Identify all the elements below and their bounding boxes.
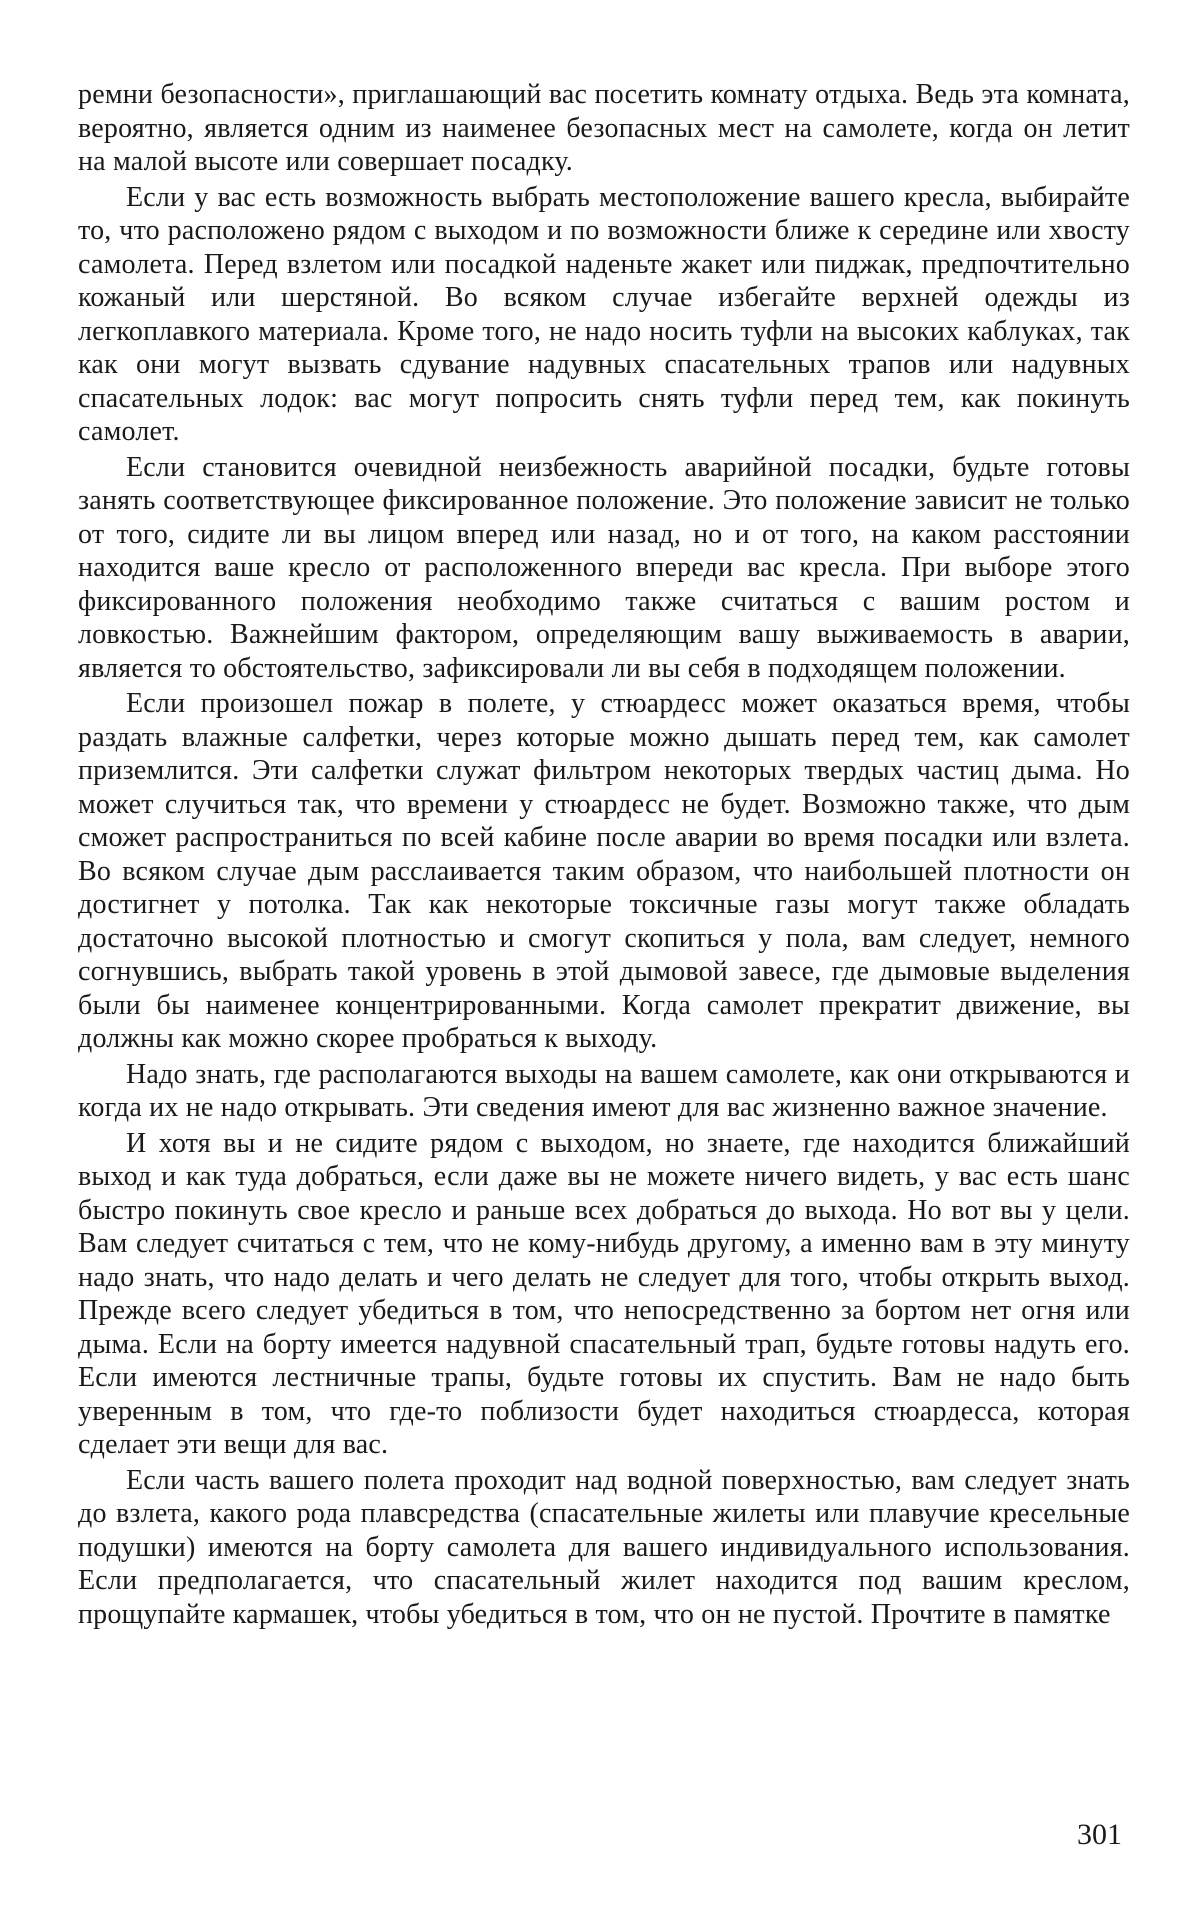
body-text [78, 78, 1130, 1631]
paragraph-water-flight: Если часть вашего полета проходит над водной поверхностью, вам следует знать до взлета, какого рода плавсредства (спасательные жилеты или плавучие кресельные подушки) имеются на борту самолета для вашего индивидуального использования. Если предполагается, что спасательный жилет находится под вашим креслом, прощупайте кармашек, чтобы убедиться в том, что он не пустой. Прочтите в памятке [78, 1464, 1130, 1630]
paragraph-exits: Надо знать, где располагаются выходы на вашем самолете, как они открываются и когда их не надо открывать. Эти сведения имеют для вас жизненно важное значение. [78, 1058, 1130, 1123]
paragraph-reaching-exit: И хотя вы и не сидите рядом с выходом, но знаете, где находится ближайший выход и как туда добраться, если даже вы не можете ничего видеть, у вас есть шанс быстро покинуть свое кресло и раньше всех добраться до выхода. Но вот вы у цели. Вам следует считаться с тем, что не кому-нибудь другому, а именно вам в эту минуту надо знать, что надо делать и чего делать не следует для того, чтобы открыть выход. Прежде всего следует убедиться в том, что непосредственно за бортом нет огня или дыма. Если на борту имеется надувной спасательный трап, будьте готовы надуть его. Если имеются лестничные трапы, будьте готовы их спустить. Вам не надо быть уверенным в том, что где-то поблизости будет находиться стюардесса, которая сделает эти вещи для вас. [78, 1127, 1130, 1460]
paragraph-continuation: ремни безопасности», приглашающий вас посетить комнату отдыха. Ведь эта комната, вероятно, является одним из наименее безопасных мест на самолете, когда он летит на малой высоте или совершает посадку. [78, 79, 1130, 177]
page-number: 301 [1077, 1818, 1122, 1851]
paragraph-emergency-landing: Если становится очевидной неизбежность аварийной посадки, будьте готовы занять соответствующее фиксированное положение. Это положение зависит не только от того, сидите ли вы лицом вперед или назад, но и от того, на каком расстоянии находится ваше кресло от расположенного впереди вас кресла. При выборе этого фиксированного положения необходимо также считаться с вашим ростом и ловкостью. Важнейшим фактором, определяющим вашу выживаемость в аварии, является то обстоятельство, зафиксировали ли вы себя в подходящем положении. [78, 451, 1130, 684]
paragraph-fire-in-flight: Если произошел пожар в полете, у стюардесс может оказаться время, чтобы раздать влажные салфетки, через которые можно дышать перед тем, как самолет приземлится. Эти салфетки служат фильтром некоторых твердых частиц дыма. Но может случиться так, что времени у стюардесс не будет. Возможно также, что дым сможет распространиться по всей кабине после аварии во время посадки или взлета. Во всяком случае дым расслаивается таким образом, что наибольшей плотности он достигнет у потолка. Так как некоторые токсичные газы могут также обладать достаточно высокой плотностью и смогут скопиться у пола, вам следует, немного согнувшись, выбрать такой уровень в этой дымовой завесе, где дымовые выделения были бы наименее концентрированными. Когда самолет прекратит движение, вы должны как можно скорее пробраться к выходу. [78, 688, 1130, 1054]
paragraph-seat-choice: Если у вас есть возможность выбрать местоположение вашего кресла, выбирайте то, что расположено рядом с выходом и по возможности ближе к середине или хвосту самолета. Перед взлетом или посадкой наденьте жакет или пиджак, предпочтительно кожаный или шерстяной. Во всяком случае избегайте верхней одежды из легкоплавкого материала. Кроме того, не надо носить туфли на высоких каблуках, так как они могут вызвать сдувание надувных спасательных трапов или надувных спасательных лодок: вас могут попросить снять туфли перед тем, как покинуть самолет. [78, 181, 1130, 447]
